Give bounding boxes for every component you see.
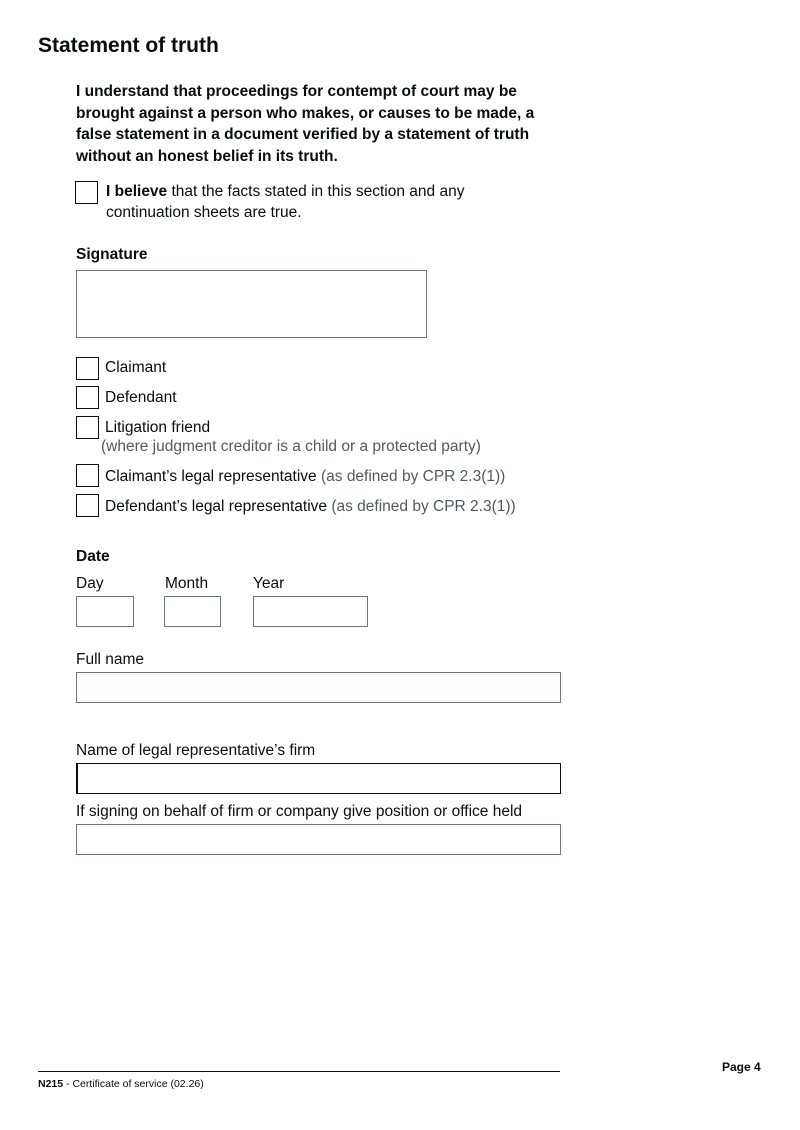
form-title: - Certificate of service (02.26) bbox=[63, 1078, 204, 1090]
role-defendant-legal-rep bbox=[105, 498, 516, 516]
form-code: N215 bbox=[38, 1078, 64, 1090]
firm-label: Name of legal representative’s firm bbox=[76, 742, 316, 759]
role-label: Defendant bbox=[105, 389, 177, 406]
year-label: Year bbox=[253, 575, 285, 592]
claimant-legal-rep-checkbox[interactable] bbox=[76, 464, 99, 487]
signature-label: Signature bbox=[76, 246, 148, 263]
role-claimant-legal-rep bbox=[105, 468, 505, 486]
role-claimant bbox=[105, 359, 166, 377]
role-label: Defendant’s legal representative bbox=[105, 498, 328, 515]
day-input[interactable] bbox=[76, 596, 134, 627]
month-label: Month bbox=[165, 575, 209, 592]
belief-rest: that the facts stated in this section and any continuation sheets are true. bbox=[106, 183, 465, 221]
section-title: Statement of truth bbox=[38, 34, 219, 57]
position-label: If signing on behalf of firm or company give position or office held bbox=[76, 803, 523, 820]
contempt-declaration: I understand that proceedings for contempt of court may be brought against a person who makes, or causes to be made, a false statement in a document verified by a statement of truth without an honest belief in its truth. bbox=[76, 83, 535, 165]
position-input[interactable] bbox=[76, 824, 561, 855]
claimant-checkbox[interactable] bbox=[76, 357, 99, 380]
role-note: (as defined by CPR 2.3(1)) bbox=[316, 468, 506, 485]
page-number: Page 4 bbox=[722, 1060, 761, 1074]
role-litigation-friend bbox=[105, 419, 210, 437]
role-label: Claimant’s legal representative bbox=[105, 468, 317, 485]
form-footer bbox=[38, 1078, 204, 1090]
firm-input[interactable] bbox=[76, 763, 561, 794]
defendant-legal-rep-checkbox[interactable] bbox=[76, 494, 99, 517]
full-name-input[interactable] bbox=[76, 672, 561, 703]
date-label: Date bbox=[76, 548, 110, 565]
day-label: Day bbox=[76, 575, 104, 592]
full-name-label: Full name bbox=[76, 651, 145, 668]
litigation-friend-note: (where judgment creditor is a child or a protected party) bbox=[101, 438, 481, 455]
belief-bold: I believe bbox=[106, 183, 168, 200]
role-defendant bbox=[105, 389, 177, 407]
defendant-checkbox[interactable] bbox=[76, 386, 99, 409]
signature-field[interactable] bbox=[76, 270, 427, 338]
litigation-friend-checkbox[interactable] bbox=[76, 416, 99, 439]
year-input[interactable] bbox=[253, 596, 368, 627]
role-label: Litigation friend bbox=[105, 419, 211, 436]
footer-divider bbox=[38, 1071, 560, 1072]
role-label: Claimant bbox=[105, 359, 167, 376]
belief-statement bbox=[106, 181, 526, 223]
month-input[interactable] bbox=[164, 596, 221, 627]
role-note: (as defined by CPR 2.3(1)) bbox=[327, 498, 516, 515]
belief-checkbox[interactable] bbox=[75, 181, 98, 204]
